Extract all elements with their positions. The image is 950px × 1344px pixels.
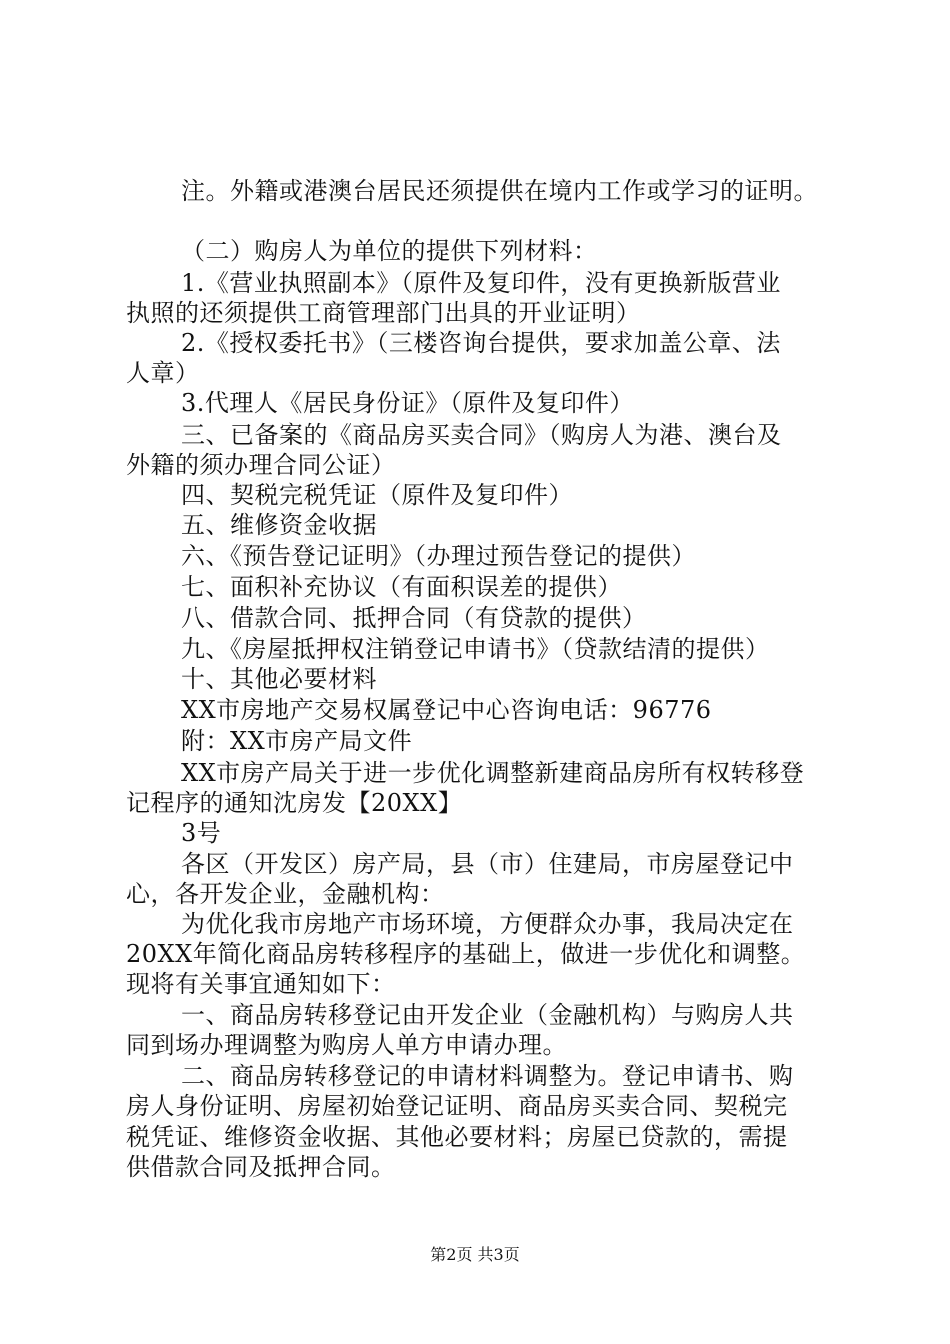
- recipients-line: 心，各开发企业，金融机构：: [126, 880, 445, 908]
- recipients-line: 各区（开发区）房产局，县（市）住建局，市房屋登记中: [181, 850, 794, 878]
- notice-title-line: XX市房产局关于进一步优化调整新建商品房所有权转移登: [181, 759, 805, 787]
- body-paragraph-line: 为优化我市房地产市场环境，方便群众办事，我局决定在: [181, 910, 794, 938]
- list-item-line: 九、《房屋抵押权注销登记申请书》（贷款结清的提供）: [181, 635, 770, 663]
- list-item-line: 七、面积补充协议（有面积误差的提供）: [181, 573, 622, 601]
- body-paragraph-line: 一、商品房转移登记由开发企业（金融机构）与购房人共: [181, 1001, 794, 1029]
- list-item-line: 人章）: [126, 359, 200, 387]
- list-item-line: 2.《授权委托书》（三楼咨询台提供，要求加盖公章、法: [181, 329, 781, 357]
- list-item-line: 六、《预告登记证明》（办理过预告登记的提供）: [181, 542, 696, 570]
- contact-phone-line: XX市房地产交易权属登记中心咨询电话：96776: [181, 696, 712, 724]
- list-item-line: 执照的还须提供工商管理部门出具的开业证明）: [126, 299, 641, 327]
- list-item-line: 三、已备案的《商品房买卖合同》（购房人为港、澳台及: [181, 421, 782, 449]
- body-paragraph-line: 现将有关事宜通知如下：: [126, 970, 396, 998]
- list-item-line: 八、借款合同、抵押合同（有贷款的提供）: [181, 604, 647, 632]
- body-paragraph-line: 供借款合同及抵押合同。: [126, 1153, 396, 1181]
- notice-title-line: 记程序的通知沈房发【20XX】: [126, 789, 463, 817]
- list-item-line: 外籍的须办理合同公证）: [126, 451, 396, 479]
- page-number-footer: 第2页 共3页: [430, 1245, 520, 1264]
- body-paragraph-line: 同到场办理调整为购房人单方申请办理。: [126, 1031, 567, 1059]
- body-paragraph-line: 二、商品房转移登记的申请材料调整为。登记申请书、购: [181, 1062, 794, 1090]
- list-item-line: 3.代理人《居民身份证》（原件及复印件）: [181, 389, 634, 417]
- list-item-line: 四、契税完税凭证（原件及复印件）: [181, 481, 573, 509]
- list-item-line: 十、其他必要材料: [181, 665, 377, 693]
- section-heading-line: （二）购房人为单位的提供下列材料：: [181, 237, 598, 265]
- list-item-line: 五、维修资金收据: [181, 511, 377, 539]
- body-paragraph-line: 税凭证、维修资金收据、其他必要材料；房屋已贷款的，需提: [126, 1123, 788, 1151]
- body-paragraph-line: 房人身份证明、房屋初始登记证明、商品房买卖合同、契税完: [126, 1092, 788, 1120]
- body-paragraph-line: 20XX年简化商品房转移程序的基础上，做进一步优化和调整。: [126, 940, 806, 968]
- notice-number-line: 3号: [181, 819, 222, 847]
- attachment-line: 附：XX市房产局文件: [181, 727, 413, 755]
- list-item-line: 1.《营业执照副本》（原件及复印件，没有更换新版营业: [181, 269, 781, 297]
- paragraph-note-line: 注。外籍或港澳台居民还须提供在境内工作或学习的证明。: [181, 177, 818, 205]
